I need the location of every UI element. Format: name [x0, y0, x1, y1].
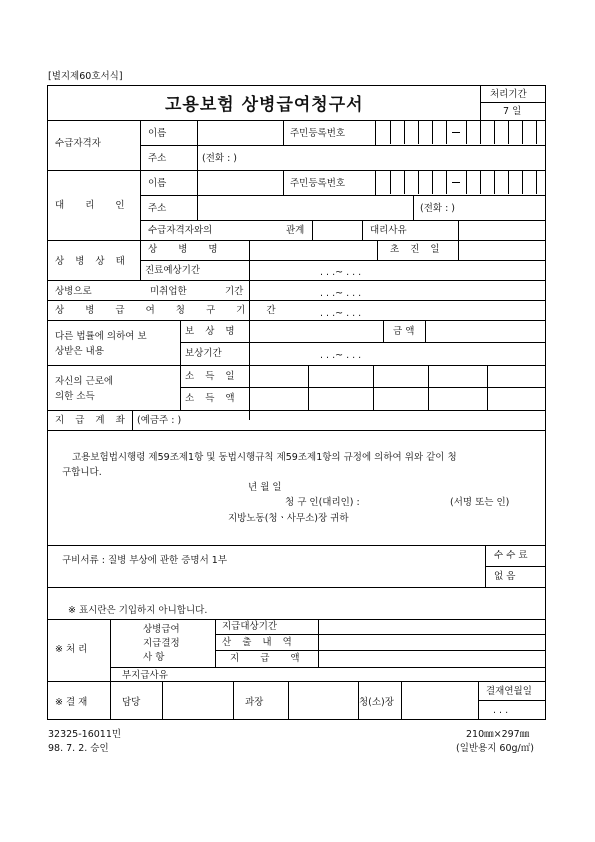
account-label: 지 급 계 좌 — [55, 415, 129, 426]
sign-label: (서명 또는 인) — [450, 497, 510, 508]
recipient-name-field[interactable] — [198, 121, 282, 144]
recipient-phone: (전화 : ) — [202, 153, 238, 164]
approval-head: 청(소)장 — [359, 697, 394, 708]
agent-relation-label2: 관계 — [286, 225, 305, 236]
expected-period-value: . . .~ . . . — [320, 267, 362, 278]
disease-label: 상 병 명 — [148, 244, 227, 255]
unemployed-label-3: 기간 — [225, 286, 244, 297]
approval-officer: 담당 — [122, 697, 141, 708]
declaration-date: 년 월 일 — [248, 482, 282, 493]
agent-rrn-field[interactable] — [376, 171, 544, 194]
comp-period-value: . . .~ . . . — [320, 350, 362, 361]
recipient-rrn-label: 주민등록번호 — [290, 128, 346, 139]
agent-reason-label: 대리사유 — [370, 225, 407, 236]
approval-date-value: . . . — [493, 705, 509, 716]
agent-name-field[interactable] — [198, 171, 282, 194]
expected-period-label: 진료예상기간 — [145, 265, 201, 276]
reject-reason-label: 부지급사유 — [122, 670, 168, 681]
claim-period-label: 상 병 급 여 청 구 기 간 — [55, 305, 285, 316]
calc-label: 산 출 내 역 — [222, 637, 296, 648]
income-line1: 자신의 근로에 — [55, 376, 114, 387]
attachments-text: 구비서류 : 질병 부상에 관한 증명서 1부 — [62, 555, 228, 566]
notice-text: ※ 표시란은 기입하지 아니합니다. — [68, 605, 208, 616]
comp-name-label: 보 상 명 — [185, 326, 239, 337]
footer-code: 32325-16011민 — [48, 729, 122, 740]
agent-relation-label: 수급자격자와의 — [148, 225, 213, 236]
other-comp-line1: 다른 법률에 의하여 보 — [55, 331, 147, 342]
declaration-line2: 구합니다. — [62, 467, 102, 478]
agent-section: 대 리 인 — [55, 200, 134, 211]
fee-value: 없 음 — [494, 571, 516, 582]
processing-value: 7 일 — [503, 106, 522, 117]
income-day-label: 소 득 일 — [185, 371, 239, 382]
form-code: [별지제60호서식] — [48, 71, 123, 82]
unemployed-label-2: 미취업한 — [150, 286, 187, 297]
approval-date-label: 결재연월일 — [486, 686, 532, 697]
account-depositor: (예금주 : ) — [137, 415, 182, 426]
processing-section-label: ※ 처 리 — [55, 644, 88, 655]
page-title: 고용보험 상병급여청구서 — [165, 95, 364, 115]
decision-line3: 사 항 — [143, 652, 165, 663]
comp-period-label: 보상기간 — [185, 348, 222, 359]
fee-label: 수 수 료 — [494, 550, 528, 561]
unemployed-label-1: 상병으로 — [55, 286, 92, 297]
claimant-label: 청 구 인(대리인) : — [285, 497, 360, 508]
recipient-name-label: 이름 — [148, 128, 167, 139]
pay-amount-label: 지 급 액 — [230, 653, 309, 664]
income-amount-label: 소 득 액 — [185, 393, 239, 404]
claim-period-value: . . .~ . . . — [320, 308, 362, 319]
agent-phone: (전화 : ) — [420, 203, 456, 214]
agent-name-label: 이름 — [148, 178, 167, 189]
decision-line1: 상병급여 — [143, 624, 180, 635]
recipient-section: 수급자격자 — [55, 138, 101, 149]
footer-paper: (일반용지 60g/㎡) — [456, 743, 534, 754]
footer-size: 210㎜×297㎜ — [466, 729, 530, 740]
recipient-rrn-field[interactable] — [376, 121, 544, 144]
recipient-address-label: 주소 — [148, 153, 167, 164]
comp-amount-label: 금 액 — [393, 326, 415, 337]
decision-line2: 지급결정 — [143, 638, 180, 649]
first-visit-label: 초 진 일 — [390, 244, 444, 255]
agent-address-label: 주소 — [148, 203, 167, 214]
processing-label: 처리기간 — [490, 89, 527, 100]
declaration-line1: 고용보험법시행령 제59조제1항 및 동법시행규칙 제59조제1항의 규정에 의하여 위와 같이 청 — [72, 452, 457, 463]
approval-chief: 과장 — [245, 697, 264, 708]
condition-section: 상 병 상 태 — [55, 256, 129, 267]
unemployed-value: . . .~ . . . — [320, 288, 362, 299]
other-comp-line2: 상받은 내용 — [55, 346, 104, 357]
agent-rrn-label: 주민등록번호 — [290, 178, 346, 189]
income-line2: 의한 소득 — [55, 391, 95, 402]
approval-label: ※ 결 재 — [55, 697, 88, 708]
addressee: 지방노동(청ㆍ사무소)장 귀하 — [228, 513, 349, 524]
target-period-label: 지급대상기간 — [222, 621, 278, 632]
footer-approved: 98. 7. 2. 승인 — [48, 743, 109, 754]
